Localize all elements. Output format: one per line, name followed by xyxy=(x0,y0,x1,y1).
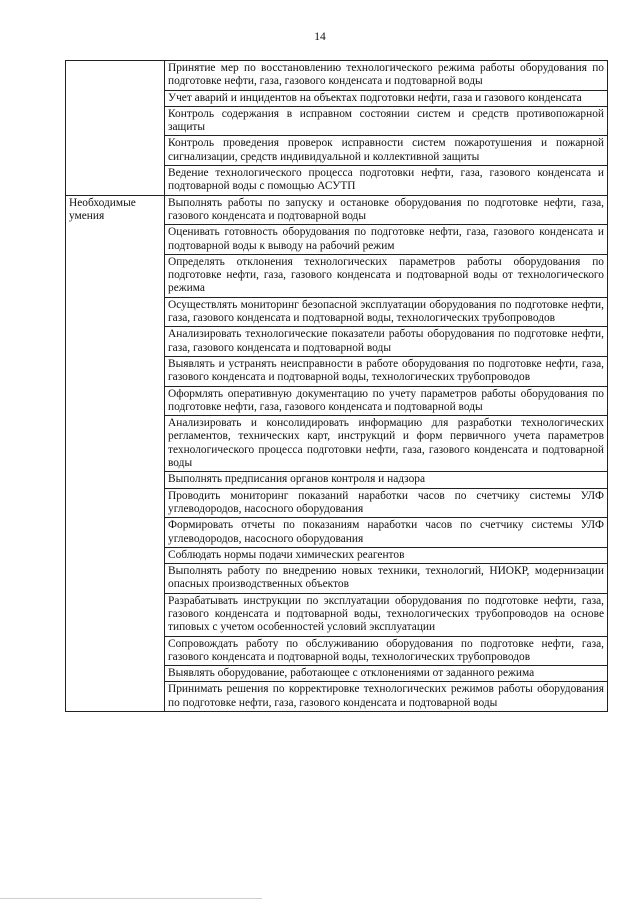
table-cell: Формировать отчеты по показаниям наработки часов по счетчику системы УЛФ углеводородов, насосного оборудования xyxy=(165,518,608,548)
table-row xyxy=(66,61,608,91)
table-cell: Проводить мониторинг показаний наработки часов по счетчику системы УЛФ углеводородов, насосного оборудования xyxy=(165,488,608,518)
table-cell: Анализировать и консолидировать информацию для разработки технологических регламентов, технических карт, инструкций и форм первичного учета параметров технологического процесса подготовки нефти, газа, газового конденсата и подтоварной воды xyxy=(165,416,608,472)
row-label-cell: Необходимые умения xyxy=(66,195,165,711)
table-cell: Осуществлять мониторинг безопасной эксплуатации оборудования по подготовке нефти, газа, газового конденсата и подтоварной воды, технологических трубопроводов xyxy=(165,297,608,327)
competency-table xyxy=(65,60,608,712)
table-cell: Выявлять оборудование, работающее с отклонениями от заданного режима xyxy=(165,666,608,682)
row-label-cell xyxy=(66,61,165,196)
table-cell: Принятие мер по восстановлению технологического режима работы оборудования по подготовке нефти, газа, газового конденсата и подтоварной воды xyxy=(165,61,608,91)
table-cell: Оформлять оперативную документацию по учету параметров работы оборудования по подготовке нефти, газа, газового конденсата и подтоварной воды xyxy=(165,386,608,416)
table-cell: Оценивать готовность оборудования по подготовке нефти, газа, газового конденсата и подтоварной воды к выводу на рабочий режим xyxy=(165,225,608,255)
table-cell: Контроль проведения проверок исправности систем пожаротушения и пожарной сигнализации, средств индивидуальной и коллективной защиты xyxy=(165,136,608,166)
table-cell: Принимать решения по корректировке технологических режимов работы оборудования по подготовке нефти, газа, газового конденсата и подтоварной воды xyxy=(165,682,608,712)
page-number: 14 xyxy=(314,31,326,43)
table-cell: Учет аварий и инцидентов на объектах подготовки нефти, газа и газового конденсата xyxy=(165,90,608,106)
table-cell: Соблюдать нормы подачи химических реагентов xyxy=(165,547,608,563)
table-cell: Анализировать технологические показатели работы оборудования по подготовке нефти, газа, газового конденсата и подтоварной воды xyxy=(165,327,608,357)
footer-divider xyxy=(0,898,262,899)
table-cell: Контроль содержания в исправном состоянии систем и средств противопожарной защиты xyxy=(165,106,608,136)
table-cell: Разрабатывать инструкции по эксплуатации оборудования по подготовке нефти, газа, газового конденсата и подтоварной воды, технологических трубопроводов на основе типовых с учетом особенностей условий эксплуатации xyxy=(165,593,608,636)
table-row xyxy=(66,195,608,225)
table-cell: Ведение технологического процесса подготовки нефти, газа, газового конденсата и подтоварной воды с помощью АСУТП xyxy=(165,166,608,196)
table-cell: Выполнять предписания органов контроля и надзора xyxy=(165,472,608,488)
table-cell: Выполнять работу по внедрению новых техники, технологий, НИОКР, модернизации опасных производственных объектов xyxy=(165,564,608,594)
table-cell: Сопровождать работу по обслуживанию оборудования по подготовке нефти, газа, газового конденсата и подтоварной воды, технологических трубопроводов xyxy=(165,636,608,666)
table-cell: Выполнять работы по запуску и остановке оборудования по подготовке нефти, газа, газового конденсата и подтоварной воды xyxy=(165,195,608,225)
table-cell: Выявлять и устранять неисправности в работе оборудования по подготовке нефти, газа, газового конденсата и подтоварной воды, технологических трубопроводов xyxy=(165,356,608,386)
table-cell: Определять отклонения технологических параметров работы оборудования по подготовке нефти, газа, газового конденсата и подтоварной воды от технологического режима xyxy=(165,254,608,297)
